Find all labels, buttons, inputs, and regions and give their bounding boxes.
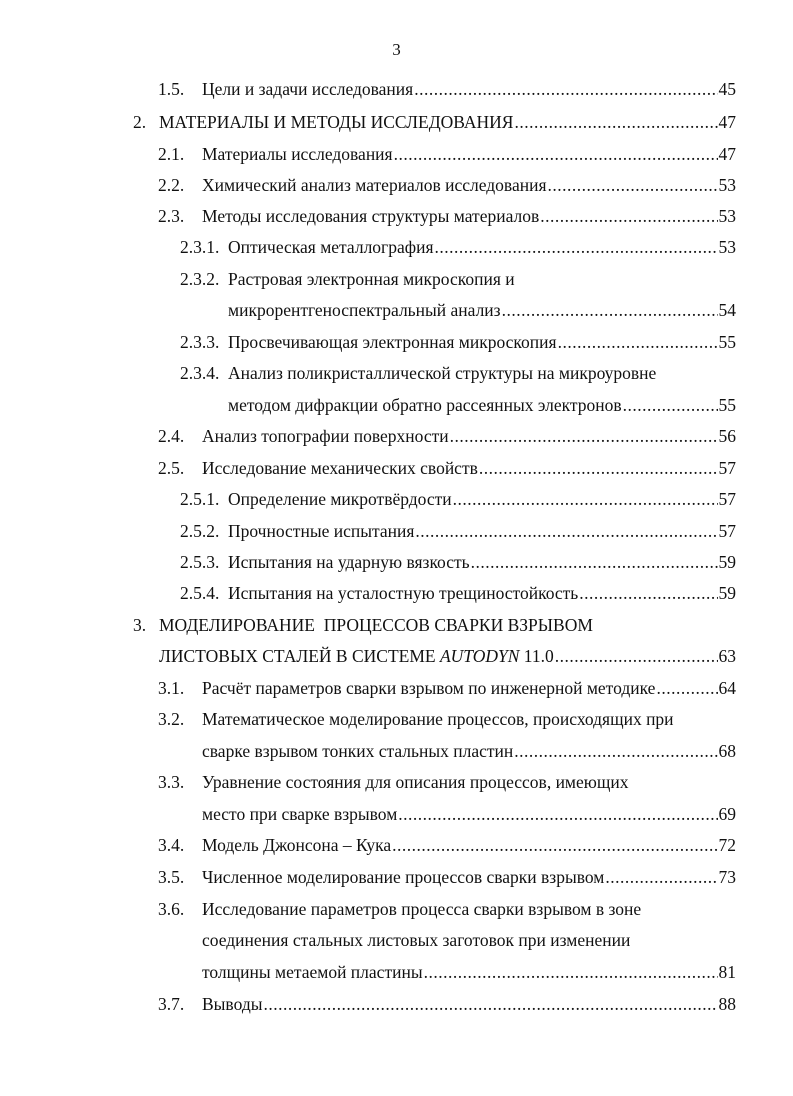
toc-entry-3-6 [158, 896, 736, 922]
toc-leader-dots [435, 234, 718, 260]
toc-entry-number: 2.3.4. [180, 363, 220, 383]
toc-leader-dots [540, 203, 717, 229]
toc-entry-title: Определение микротвёрдости [228, 489, 452, 509]
toc-entry-page: 69 [718, 804, 736, 824]
toc-leader-dots [623, 392, 718, 418]
toc-leader-dots [424, 959, 718, 985]
toc-entry-3-4 [158, 832, 736, 858]
toc-entry-3-3 [158, 769, 736, 795]
toc-leader-dots [555, 643, 718, 669]
toc-entry-3-3-cont [202, 801, 736, 827]
toc-entry-2-1 [158, 141, 736, 167]
toc-entry-page: 55 [718, 395, 736, 415]
toc-leader-dots [415, 518, 717, 544]
toc-entry-2-3-1 [180, 234, 736, 260]
toc-entry-number: 3.2. [158, 709, 185, 729]
toc-entry-number: 3.5. [158, 867, 185, 887]
toc-entry-number: 2.4. [158, 426, 185, 446]
toc-entry-number: 2.5. [158, 458, 185, 478]
toc-entry-title-line1: Анализ поликристаллической структуры на микроуровне [228, 363, 657, 383]
toc-entry-3-1 [158, 675, 736, 701]
toc-entry-page: 47 [718, 112, 736, 132]
toc-entry-page: 81 [718, 962, 736, 982]
toc-entry-page: 53 [718, 206, 736, 226]
toc-entry-number: 2.5.2. [180, 521, 220, 541]
toc-entry-2-3-2 [180, 266, 736, 292]
toc-entry-number: 2.5.1. [180, 489, 220, 509]
toc-entry-page: 59 [718, 583, 736, 603]
toc-entry-page: 53 [718, 237, 736, 257]
toc-chapter-3 [133, 612, 736, 638]
toc-entry-title: Просвечивающая электронная микроскопия [228, 332, 557, 352]
toc-leader-dots [605, 864, 717, 890]
toc-entry-number: 3.7. [158, 994, 185, 1014]
toc-entry-3-2 [158, 706, 736, 732]
title-text: ЛИСТОВЫХ СТАЛЕЙ В СИСТЕМЕ [159, 646, 440, 666]
toc-entry-2-5-4 [180, 580, 736, 606]
toc-entry-page: 56 [718, 426, 736, 446]
toc-leader-dots [479, 455, 718, 481]
toc-entry-page: 53 [718, 175, 736, 195]
toc-leader-dots [263, 991, 717, 1017]
toc-entry-page: 59 [718, 552, 736, 572]
toc-entry-title-line2 [159, 643, 554, 669]
toc-entry-3-7 [158, 991, 736, 1017]
toc-entry-title: Химический анализ материалов исследования [202, 175, 547, 195]
toc-entry-title-line1: Растровая электронная микроскопия и [228, 269, 515, 289]
toc-entry-page: 88 [718, 994, 736, 1014]
toc-entry-title-line2: методом дифракции обратно рассеянных электронов [228, 395, 622, 415]
toc-entry-3-6-cont1 [202, 927, 736, 953]
toc-leader-dots [450, 423, 718, 449]
toc-leader-dots [514, 109, 717, 135]
toc-entry-title-line2: микрорентгеноспектральный анализ [228, 300, 501, 320]
toc-entry-title: Численное моделирование процессов сварки взрывом [202, 867, 605, 887]
toc-entry-page: 55 [718, 332, 736, 352]
toc-entry-number: 2.1. [158, 144, 185, 164]
toc-leader-dots [548, 172, 718, 198]
toc-entry-page: 57 [718, 521, 736, 541]
toc-entry-3-5 [158, 864, 736, 890]
toc-entry-title: Материалы исследования [202, 144, 393, 164]
toc-entry-2-5-2 [180, 518, 736, 544]
toc-entry-title: Выводы [202, 994, 263, 1014]
toc-entry-2-3-4 [180, 360, 736, 386]
toc-entry-title: Анализ топографии поверхности [202, 426, 449, 446]
toc-entry-page: 63 [718, 646, 736, 666]
software-name: AUTODYN [439, 646, 520, 666]
toc-entry-number: 3.1. [158, 678, 185, 698]
toc-leader-dots [502, 297, 718, 323]
toc-leader-dots [398, 801, 717, 827]
toc-entry-title-line2: сварке взрывом тонких стальных пластин [202, 741, 514, 761]
toc-leader-dots [392, 832, 717, 858]
toc-entry-1-5 [158, 76, 736, 102]
toc-entry-number: 3.6. [158, 899, 185, 919]
toc-entry-2-5-1 [180, 486, 736, 512]
toc-entry-2-5 [158, 455, 736, 481]
toc-entry-title-line1: Исследование параметров процесса сварки взрывом в зоне [202, 899, 642, 919]
toc-entry-number: 1.5. [158, 79, 185, 99]
toc-entry-number: 2. [133, 112, 147, 132]
toc-entry-title: Цели и задачи исследования [202, 79, 414, 99]
toc-entry-page: 57 [718, 489, 736, 509]
toc-entry-title: Оптическая металлография [228, 237, 434, 257]
toc-leader-dots [471, 549, 718, 575]
toc-entry-title-line2: соединения стальных листовых заготовок при изменении [202, 930, 631, 950]
toc-entry-title-line1: Уравнение состояния для описания процессов, имеющих [202, 772, 629, 792]
toc-entry-title: Прочностные испытания [228, 521, 415, 541]
toc-entry-number: 2.5.3. [180, 552, 220, 572]
toc-entry-title: Расчёт параметров сварки взрывом по инженерной методике [202, 678, 656, 698]
version-text: 11.0 [519, 646, 554, 666]
toc-entry-number: 2.5.4. [180, 583, 220, 603]
toc-leader-dots [394, 141, 718, 167]
toc-entry-2-3-3 [180, 329, 736, 355]
page-number: 3 [392, 40, 401, 59]
toc-entry-page: 47 [718, 144, 736, 164]
toc-entry-page: 45 [718, 79, 736, 99]
toc-entry-2-3-2-cont [228, 297, 736, 323]
toc-entry-title: МАТЕРИАЛЫ И МЕТОДЫ ИССЛЕДОВАНИЯ [159, 112, 514, 132]
toc-leader-dots [453, 486, 718, 512]
toc-entry-title: Испытания на ударную вязкость [228, 552, 470, 572]
toc-entry-title-line3: толщины метаемой пластины [202, 962, 423, 982]
toc-leader-dots [656, 675, 717, 701]
toc-entry-page: 72 [718, 835, 736, 855]
toc-entry-number: 2.3.1. [180, 237, 220, 257]
toc-entry-page: 68 [718, 741, 736, 761]
toc-leader-dots [414, 76, 717, 102]
toc-leader-dots [558, 329, 718, 355]
toc-entry-title-line1: МОДЕЛИРОВАНИЕ ПРОЦЕССОВ СВАРКИ ВЗРЫВОМ [159, 615, 593, 635]
toc-entry-2-3-4-cont [228, 392, 736, 418]
toc-entry-page: 73 [718, 867, 736, 887]
toc-entry-3-2-cont [202, 738, 736, 764]
toc-entry-number: 2.3. [158, 206, 185, 226]
toc-leader-dots [579, 580, 717, 606]
toc-entry-number: 2.3.2. [180, 269, 220, 289]
toc-entry-2-5-3 [180, 549, 736, 575]
toc-entry-title: Методы исследования структуры материалов [202, 206, 540, 226]
toc-entry-number: 3. [133, 615, 147, 635]
toc-entry-page: 54 [718, 300, 736, 320]
toc-chapter-3-cont [159, 643, 736, 669]
toc-entry-number: 2.2. [158, 175, 185, 195]
toc-entry-page: 57 [718, 458, 736, 478]
toc-entry-number: 3.4. [158, 835, 185, 855]
toc-entry-title: Модель Джонсона – Кука [202, 835, 392, 855]
toc-entry-number: 2.3.3. [180, 332, 220, 352]
toc-entry-2-3 [158, 203, 736, 229]
toc-entry-title-line1: Математическое моделирование процессов, происходящих при [202, 709, 674, 729]
toc-entry-2-2 [158, 172, 736, 198]
toc-leader-dots [514, 738, 717, 764]
toc-entry-2-4 [158, 423, 736, 449]
toc-entry-3-6-cont2 [202, 959, 736, 985]
toc-chapter-2 [133, 109, 736, 135]
toc-entry-title-line2: место при сварке взрывом [202, 804, 398, 824]
toc-entry-title: Испытания на усталостную трещиностойкость [228, 583, 579, 603]
toc-entry-number: 3.3. [158, 772, 185, 792]
toc-entry-page: 64 [718, 678, 736, 698]
toc-entry-title: Исследование механических свойств [202, 458, 478, 478]
